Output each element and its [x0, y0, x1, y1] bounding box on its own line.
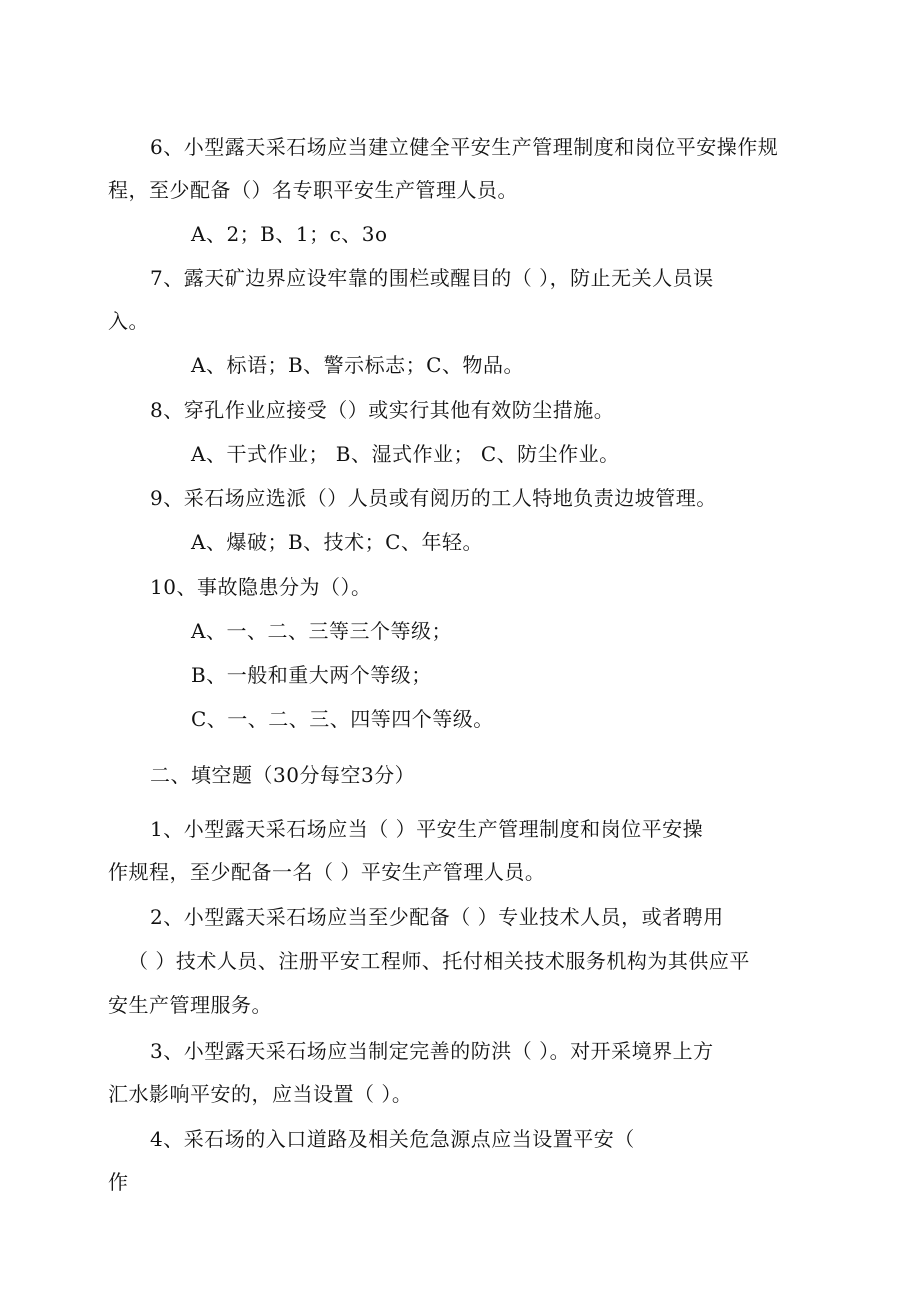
- section-heading-fill-in: 二、填空题（30分每空3分）: [150, 763, 416, 787]
- q6-options: A、2；B、1；c、3o: [191, 222, 388, 246]
- q9-line-1: 9、采石场应选派（）人员或有阅历的工人特地负责边坡管理。: [150, 486, 717, 510]
- q10-line-1: 10、事故隐患分为（）。: [150, 575, 372, 599]
- fill-q4-line-1: 4、采石场的入口道路及相关危急源点应当设置平安（: [150, 1127, 635, 1151]
- q9-options: A、爆破；B、技术；C、年轻。: [191, 530, 483, 554]
- q7-line-1: 7、露天矿边界应设牢靠的围栏或醒目的（ ），防止无关人员误: [150, 266, 714, 290]
- fill-q3-line-1: 3、小型露天采石场应当制定完善的防洪（ ）。对开采境界上方: [150, 1039, 714, 1063]
- q6-line-2: 程，至少配备（）名专职平安生产管理人员。: [108, 178, 518, 202]
- fill-q1-line-1: 1、小型露天采石场应当（ ）平安生产管理制度和岗位平安操: [150, 817, 704, 841]
- q7-line-2: 入。: [108, 309, 149, 333]
- fill-q4-line-2: 作: [108, 1170, 129, 1194]
- fill-q1-line-2: 作规程，至少配备一名（ ）平安生产管理人员。: [108, 860, 546, 884]
- q8-options: A、干式作业； B、湿式作业； C、防尘作业。: [191, 442, 620, 466]
- fill-q2-line-1: 2、小型露天采石场应当至少配备（ ）专业技术人员，或者聘用: [150, 905, 724, 929]
- q7-options: A、标语；B、警示标志；C、物品。: [191, 353, 524, 377]
- q6-line-1: 6、小型露天采石场应当建立健全平安生产管理制度和岗位平安操作规: [150, 135, 779, 159]
- fill-q2-line-3: 安生产管理服务。: [108, 993, 272, 1017]
- q10-option-a: A、一、二、三等三个等级；: [191, 619, 452, 643]
- q10-option-b: B、一般和重大两个等级；: [191, 663, 432, 687]
- q8-line-1: 8、穿孔作业应接受（）或实行其他有效防尘措施。: [150, 398, 615, 422]
- fill-q3-line-2: 汇水影响平安的，应当设置（ ）。: [108, 1082, 413, 1106]
- q10-option-c: C、一、二、三、四等四个等级。: [191, 707, 494, 731]
- fill-q2-line-2: （ ）技术人员、注册平安工程师、托付相关技术服务机构为其供应平: [128, 949, 750, 973]
